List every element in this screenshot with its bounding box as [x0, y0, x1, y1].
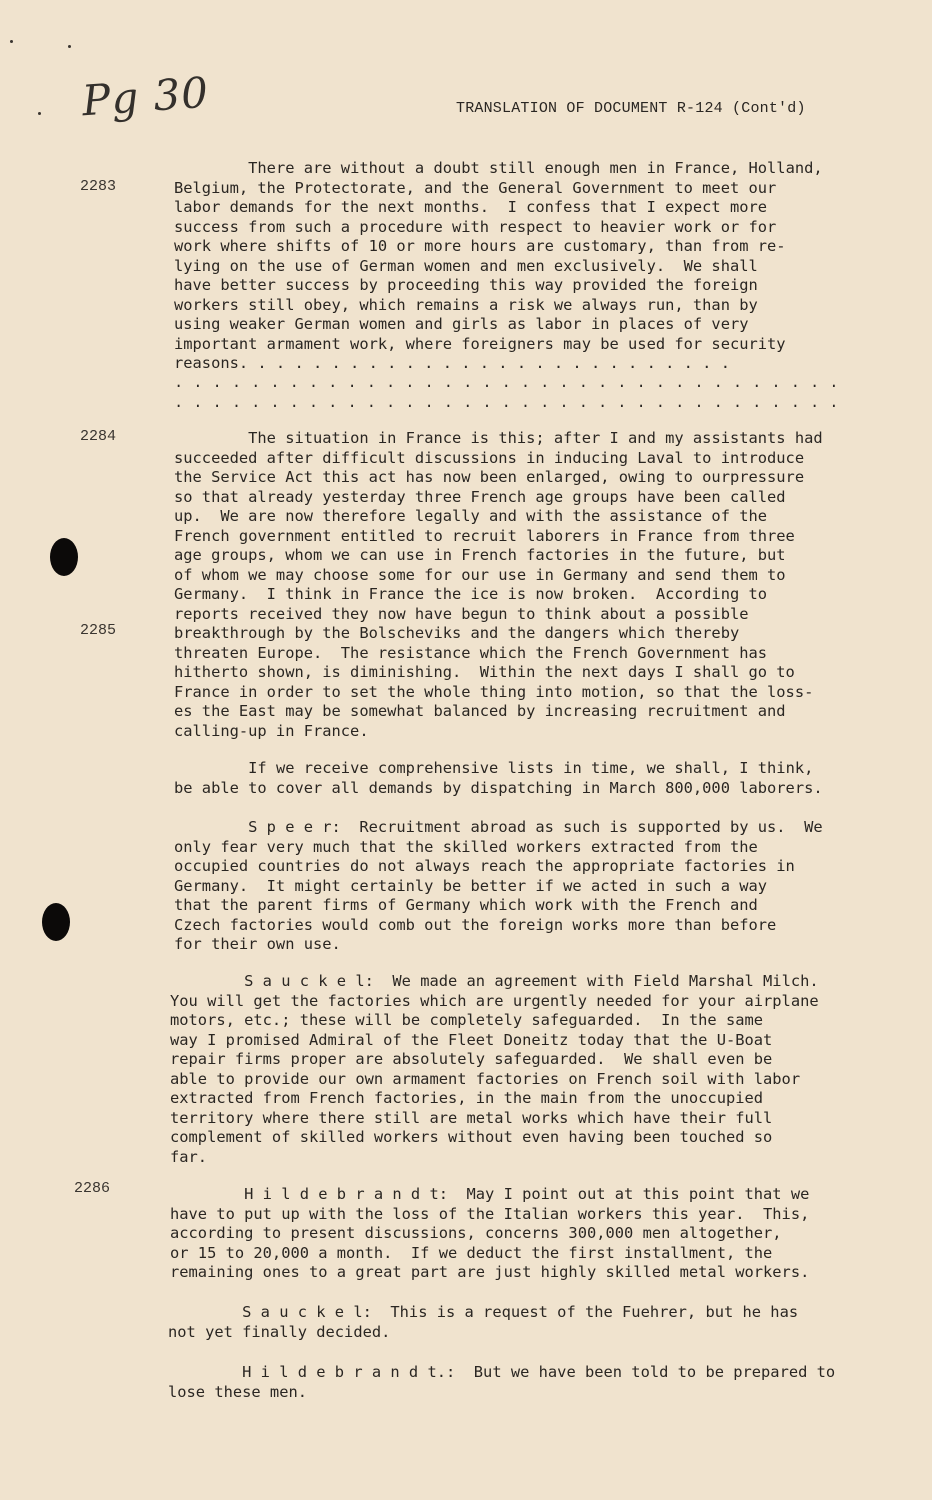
punch-hole [42, 903, 70, 941]
punch-hole [50, 538, 78, 576]
paragraph: S a u c k e l: We made an agreement with Field Marshal Milch. You will get the factories which are urgently needed for your airplane motors, etc.; these will be completely safeguarded. In the same way I promised Admiral of the Fleet Doneitz today that the U-Boat repair firms proper are absolutely safeguarded. We shall even be able to provide our own armament factories on French soil with labor extracted from French factories, in the main from the unoccupied territory where there still are metal works which have their full complement of skilled workers without even having been touched so far. [170, 972, 819, 1166]
paragraph: S p e e r: Recruitment abroad as such is supported by us. We only fear very much that the skilled workers extracted from the occupied countries do not always reach the appropriate factories in Germany. It might certainly be better if we acted in such a way that the parent firms of Germany which work with the French and Czech factories would comb out the foreign works more than before for their own use. [174, 818, 823, 953]
ellipsis-row: . . . . . . . . . . . . . . . . . . . . . . . . . . . . . . . . . . . [174, 394, 839, 412]
paragraph: H i l d e b r a n d t: May I point out at this point that we have to put up with the loss of the Italian workers this year. This, according to present discussions, concerns 300,000 men altogether, or 15 to 20,000 a month. If we deduct the first installment, the remaining ones to a great part are just highly skilled metal workers. [170, 1185, 810, 1281]
paragraph: There are without a doubt still enough men in France, Holland, Belgium, the Protectorate, and the General Government to meet our labor demands for the next months. I confess that I expect more success from such a procedure with respect to heavier work or for work where shifts of 10 or more hours are customary, than from re- lying on the use of German women and men exclusively. We shall have better success by proceeding this way provided the foreign workers still obey, which remains a risk we always run, than by using weaker German women and girls as labor in places of very important armament work, where foreigners may be used for security reasons. . . . . . . . . . . . . . . . . . . . . . . . . . . [174, 159, 823, 372]
paragraph: The situation in France is this; after I and my assistants had succeeded after difficult discussions in inducing Laval to introduce the Service Act this act has now been enlarged, owing to ourpressure so that already yesterday three French age groups have been called up. We are now therefore legally and with the assistance of the French government entitled to recruit laborers in France from three age groups, whom we can use in French factories in the future, but of whom we may choose some for our use in Germany and send them to Germany. I think in France the ice is now broken. According to reports received they now have begun to think about a possible breakthrough by the Bolscheviks and the dangers which thereby threaten Europe. The resistance which the French Government has hitherto shown, is diminishing. Within the next days I shall go to France in order to set the whole thing into motion, so that the loss- es the East may be somewhat balanced by increasing recruitment and calling-up in France. [174, 429, 823, 740]
ellipsis-row: . . . . . . . . . . . . . . . . . . . . . . . . . . . . . . . . . . . [174, 374, 839, 392]
margin-number: 2283 [80, 178, 117, 195]
paper-speck [10, 40, 13, 43]
margin-number: 2286 [74, 1180, 111, 1197]
paragraph: If we receive comprehensive lists in time, we shall, I think, be able to cover all demands by dispatching in March 800,000 laborers. [174, 759, 823, 797]
paragraph: H i l d e b r a n d t.: But we have been told to be prepared to lose these men. [168, 1363, 836, 1401]
margin-number: 2284 [80, 428, 117, 445]
paragraph: S a u c k e l: This is a request of the Fuehrer, but he has not yet finally decided. [168, 1303, 799, 1341]
paper-speck [68, 45, 71, 48]
document-header-title: TRANSLATION OF DOCUMENT R-124 (Cont'd) [456, 100, 806, 117]
margin-number: 2285 [80, 622, 117, 639]
handwritten-page-note: Pg 30 [80, 67, 211, 126]
paper-speck [38, 112, 41, 115]
